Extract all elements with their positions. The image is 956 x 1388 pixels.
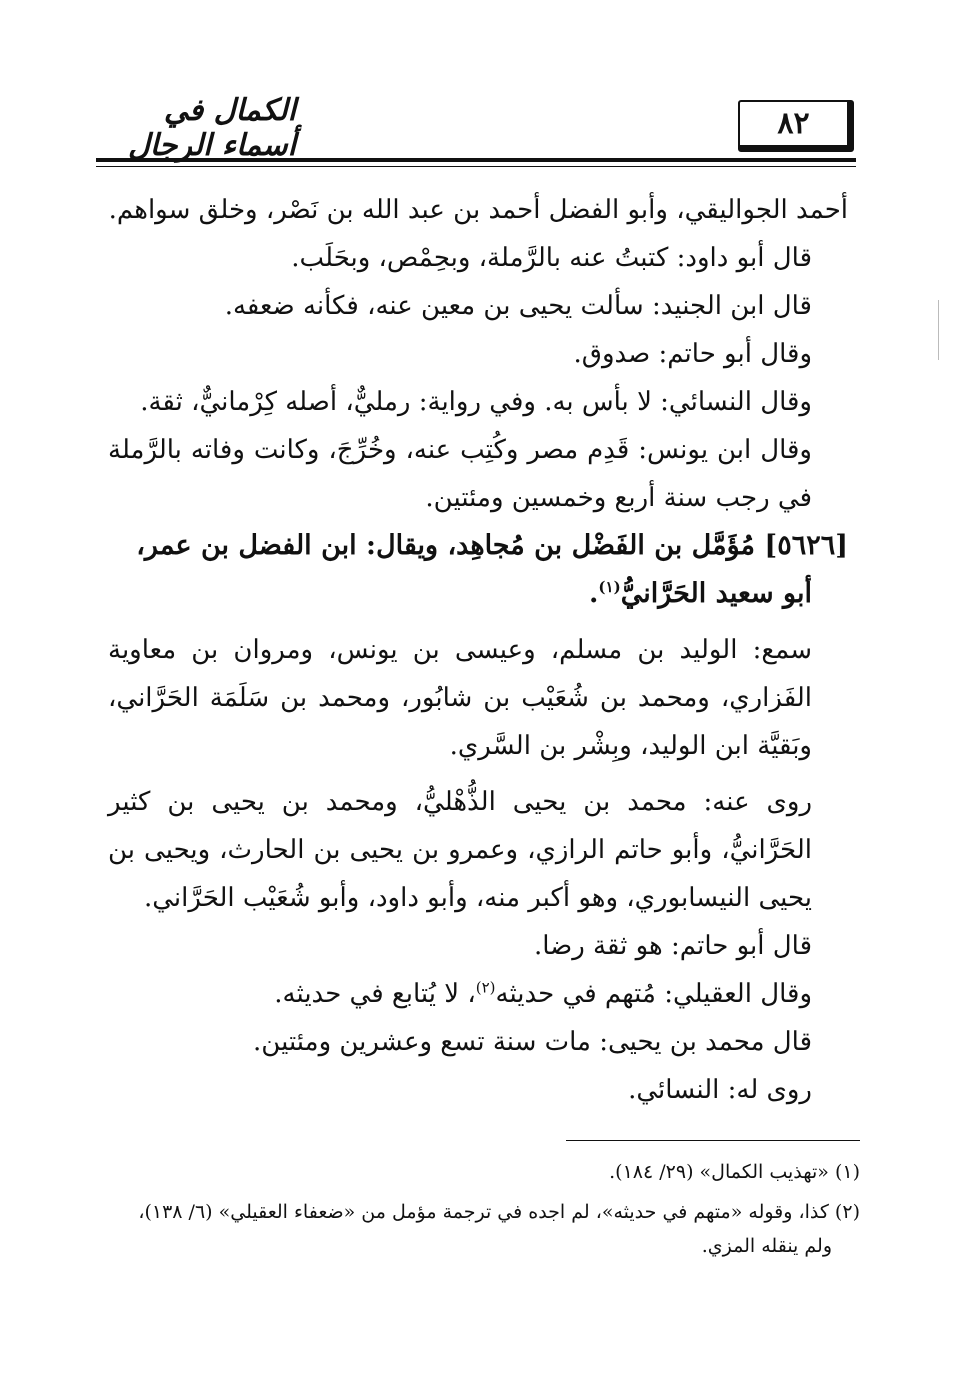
uqayli-line [108,970,848,1018]
footnote-2: (٢) كذا، وقوله «متهم في حديثه»، لم اجده في ترجمة مؤمل من «ضعفاء العقيلي» (٦/ ١٣٨)، [138,1201,860,1223]
entry-heading [108,522,848,570]
entry-number: [٥٦٢٦] [764,530,848,561]
page-number [738,100,854,152]
margin-mark [938,300,939,360]
text-line: وقال النسائي: لا بأس به. وفي رواية: رمليٌّ، أصله كِرْمانيٌّ، ثقة. [140,387,812,417]
text-line: قال أبو داود: كتبتُ عنه بالرَّملة، وبحِمْص، وبحَلَب. [291,243,812,273]
entry-name-line1: مُؤَمَّل بن الفَضْل بن مُجاهِد، ويقال: ابن الفضل بن عمر، [136,530,756,561]
text-line: قال ابن الجنيد: سألت يحيى بن معين عنه، فكأنه ضعفه. [224,291,812,321]
footnotes [108,1152,860,1266]
text-line: وقال ابن يونس: قَدِم مصر وكُتِب عنه، وخُرِّجَ، وكانت وفاته بالرَّملة في رجب سنة أربع وخمسين ومئتين. [108,435,812,513]
footnote-ref-1[interactable]: (١) [598,578,621,596]
uqayli-text-end: ، لا يُتابع في حديثه. [274,979,476,1009]
footnote-1: (١) «تهذيب الكمال» (٢٩/ ١٨٤). [609,1161,860,1183]
header-rule-thin [96,166,856,167]
entry-end: . [589,578,599,609]
abu-hatim-line: قال أبو حاتم: هو ثقة رضا. [533,931,812,961]
footnote-ref-2[interactable]: (٢) [475,978,496,997]
entry-heading-line2 [108,570,848,618]
heard-from-paragraph: سمع: الوليد بن مسلم، وعيسى بن يونس، ومروان بن معاوية الفَزاري، ومحمد بن شُعَيْب بن شابُور، ومحمد بن سَلَمَة الحَرَّاني، وبَقيَّة ابن الوليد، وبِشْر بن السَّري. [108,635,812,761]
page-number-text: ٨٢ [777,106,810,141]
book-title-text: الكمال في أسماء الرجال [127,93,296,163]
narrated-by-line: روى له: النسائي. [628,1075,812,1105]
footnote-2-cont: ولم ينقله المزي. [701,1235,832,1257]
entry-name-line2: أبو سعيد الحَرَّانيُّ [620,578,812,609]
muhammad-yahya-line: قال محمد بن يحيى: مات سنة تسع وعشرين ومئتين. [253,1027,812,1057]
header-rule [96,158,856,162]
footnote-rule [566,1140,860,1141]
text-line: وقال أبو حاتم: صدوق. [573,339,812,369]
main-text [108,186,848,1114]
text-line: أحمد الجواليقي، وأبو الفضل أحمد بن عبد الله بن نَصْر، وخلق سواهم. [108,195,848,225]
book-title [96,93,296,163]
narrated-from-paragraph: روى عنه: محمد بن يحيى الذُّهْليُّ، ومحمد بن يحيى بن كثير الحَرَّانيُّ، وأبو حاتم الرازي، وعمرو بن يحيى بن الحارث، ويحيى بن يحيى النيسابوري، وهو أكبر منه، وأبو داود، وأبو شُعَيْب الحَرَّاني. [108,787,812,913]
uqayli-text: وقال العقيلي: مُتهم في حديثه [495,979,812,1009]
